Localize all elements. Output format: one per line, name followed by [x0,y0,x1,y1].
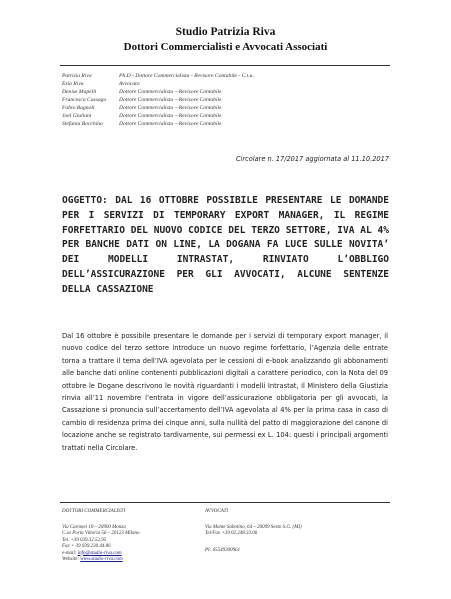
staff-role: Dottore Commercialista – Revisore Contabile [119,113,222,119]
footer-commercialisti [62,509,202,564]
staff-role: Ph.D - Dottore Commercialista - Revisore Contabile - C.t.u. [119,73,254,79]
staff-name: Fabio Bagnoli [62,105,95,111]
staff-role: Dottore Commercialista – Revisore Contabile [119,97,222,103]
staff-row [62,80,392,88]
staff-name: Patrizia Riva [62,73,92,79]
footer-address-monza: Via Caromei 10 – 20900 Monza [62,524,126,530]
website-label: Website: [62,557,81,562]
footer-tel: Tel. +39 039.32.52.95 [62,537,107,543]
staff-list [62,72,392,128]
staff-row [62,72,392,80]
subject-heading: OGGETTO: DAL 16 OTTOBRE POSSIBILE PRESENTARE LE DOMANDE PER I SERVIZI DI TEMPORARY EXPORT MANAGER, IL REGIME FORFETTARIO DEL NUOVO CODICE DEL TERZO SETTORE, IVA AL 4% PER BANCHE DATI ON LINE, LA DOGANA FA LUCE SULLE NOVITA’ DEI MODELLI INTRASTAT, RINVIATO L’OBBLIGO DELL’ASSICURAZIONE PER GLI AVVOCATI, ALCUNE SENTENZE DELLA CASSAZIONE [62,195,389,295]
staff-row [62,104,392,112]
staff-role: Avvocato [119,81,140,87]
firm-subtitle: Dottori Commercialisti e Avvocati Associati [123,41,328,53]
footer-telfax: Tel/Fax +39 02.248.33.06 [205,531,258,536]
footer-left-title: DOTTORI COMMERCIALISTI [62,509,126,514]
body-paragraph: Dal 16 ottobre è possibile presentare le domande per i servizi di temporary export manager, il nuovo codice del terzo settore introduce un nuovo regime forfettario, l’Agenzia delle entrate torna a trattare il tema dell’IVA agevolata per le cessioni di e-book analizzando gli abbonamenti alle banche dati online contenenti pubblicazioni digitali a carattere periodico, con la Nota del 09 ottobre le Dogane descrivono le novità riguardanti i modelli Intrastat, il Ministero della Giustizia rinvia all’11 novembre l’entrata in vigore dell’assicurazione obbligatoria per gli avvocati, la Cassazione si pronuncia sull’accertamento dell’IVA agevolata al 4% per la prima casa in caso di cambio di residenza prima dei cinque anni, sulla nullità del patto di maggiorazione del canone di locazione anche se registrato tardivamente, sui permessi ex L. 104: questi i principali argomenti trattati nella Circolare. [62,332,388,452]
staff-name: Ezio Riva [62,81,84,87]
staff-role: Dottore Commercialista – Revisore Contabile [119,89,222,95]
staff-role: Dottore Commercialista – Revisore Contabile [119,105,222,111]
footer-fax: Fax + 39 039.230.44.86 [62,544,111,549]
staff-row [62,96,392,104]
header-divider [60,65,390,66]
staff-name: Francesca Cassago [62,97,107,103]
website-link[interactable]: www.studio-riva.com [80,557,123,562]
email-label: e-mail: [62,550,78,556]
footer-website-line [62,557,202,564]
footer-piva: PI: 05549300961 [205,547,241,553]
firm-name: Studio Patrizia Riva [175,26,276,38]
staff-role: Dottore Commercialista – Revisore Contabile [119,121,222,127]
footer-right-title: AVVOCATI [205,509,229,514]
staff-name: Joel Giuliani [62,113,92,119]
circular-reference: Circolare n. 17/2017 aggiornata al 11.10.2017 [235,155,389,163]
staff-row [62,120,392,128]
footer-avvocati [205,509,390,554]
staff-row [62,88,392,96]
staff-name: Stefania Bocchino [62,121,103,127]
staff-row [62,112,392,120]
email-link[interactable]: info@studio-riva.com [77,550,122,556]
staff-name: Denise Mapelli [62,89,97,95]
footer-address-sesto: Via Monte Sabotino, 64 – 20099 Sesto S.G. (MI) [205,524,302,530]
footer-divider [60,502,390,503]
footer-address-milano: C.so Porta Vittoria 56 – 20123 Milano [62,531,140,536]
